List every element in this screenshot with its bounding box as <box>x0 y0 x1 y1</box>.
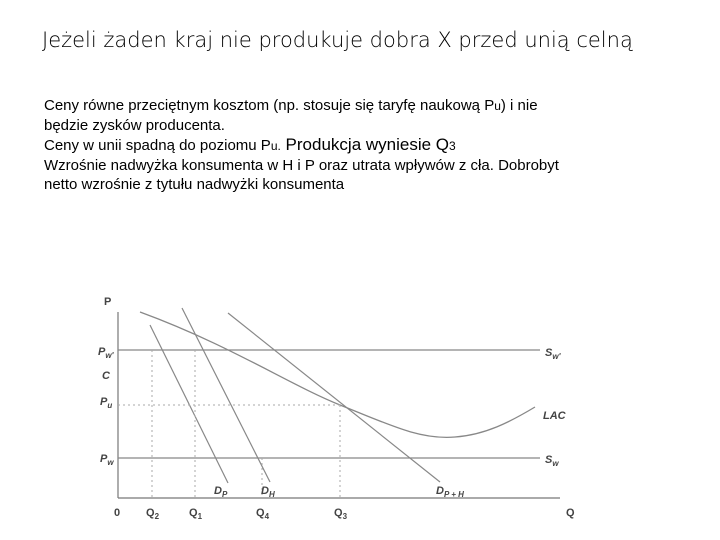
text-line-3c: Produkcja wyniesie Q <box>280 135 450 154</box>
text-line-5: netto wzrośnie z tytułu nadwyżki konsumenta <box>44 176 345 193</box>
x-label-q4: $Q_4$ <box>256 507 270 521</box>
demand-dph-curve <box>228 313 440 482</box>
x-axis-title: Q <box>566 507 575 519</box>
text-line-1a: Ceny równe przeciętnym kosztom (np. stosuje się taryfę naukową P <box>44 97 495 114</box>
demand-dp-curve <box>150 325 228 483</box>
y-label-c: C <box>102 370 110 382</box>
label-lac: LAC <box>543 410 566 422</box>
y-label-pw: $P_w$ <box>100 453 114 467</box>
slide-title: Jeżeli żaden kraj nie produkuje dobra X przed unią celną <box>42 28 633 52</box>
x-label-q3: $Q_3$ <box>334 507 348 521</box>
label-sw: $S_w$ <box>545 454 559 468</box>
y-axis-title: P <box>104 296 112 308</box>
text-line-4: Wzrośnie nadwyżka konsumenta w H i P oraz utrata wpływów z cła. Dobrobyt <box>44 157 559 174</box>
origin-label: 0 <box>114 507 121 519</box>
label-dp: $D_P$ <box>214 485 228 499</box>
y-label-pw-prime: $P_{w'}$ <box>98 346 114 360</box>
text-line-3b: u. <box>270 139 281 153</box>
label-dh: $D_H$ <box>261 485 275 499</box>
y-label-pu: $P_u$ <box>100 396 113 410</box>
text-line-3a: Ceny w unii spadną do poziomu P <box>44 137 271 154</box>
text-line-2: będzie zysków producenta. <box>44 117 225 134</box>
x-label-q1: $Q_1$ <box>189 507 203 521</box>
text-line-1b: u <box>494 99 501 113</box>
label-sw-prime: $S_{w'}$ <box>545 347 561 361</box>
x-label-q2: $Q_2$ <box>146 507 160 521</box>
text-line-3d: 3 <box>449 139 456 153</box>
label-dph: $D_{P + H}$ <box>436 485 464 499</box>
guide-lines <box>118 350 340 498</box>
text-line-1c: ) i nie <box>500 97 538 114</box>
lac-curve <box>140 312 535 437</box>
